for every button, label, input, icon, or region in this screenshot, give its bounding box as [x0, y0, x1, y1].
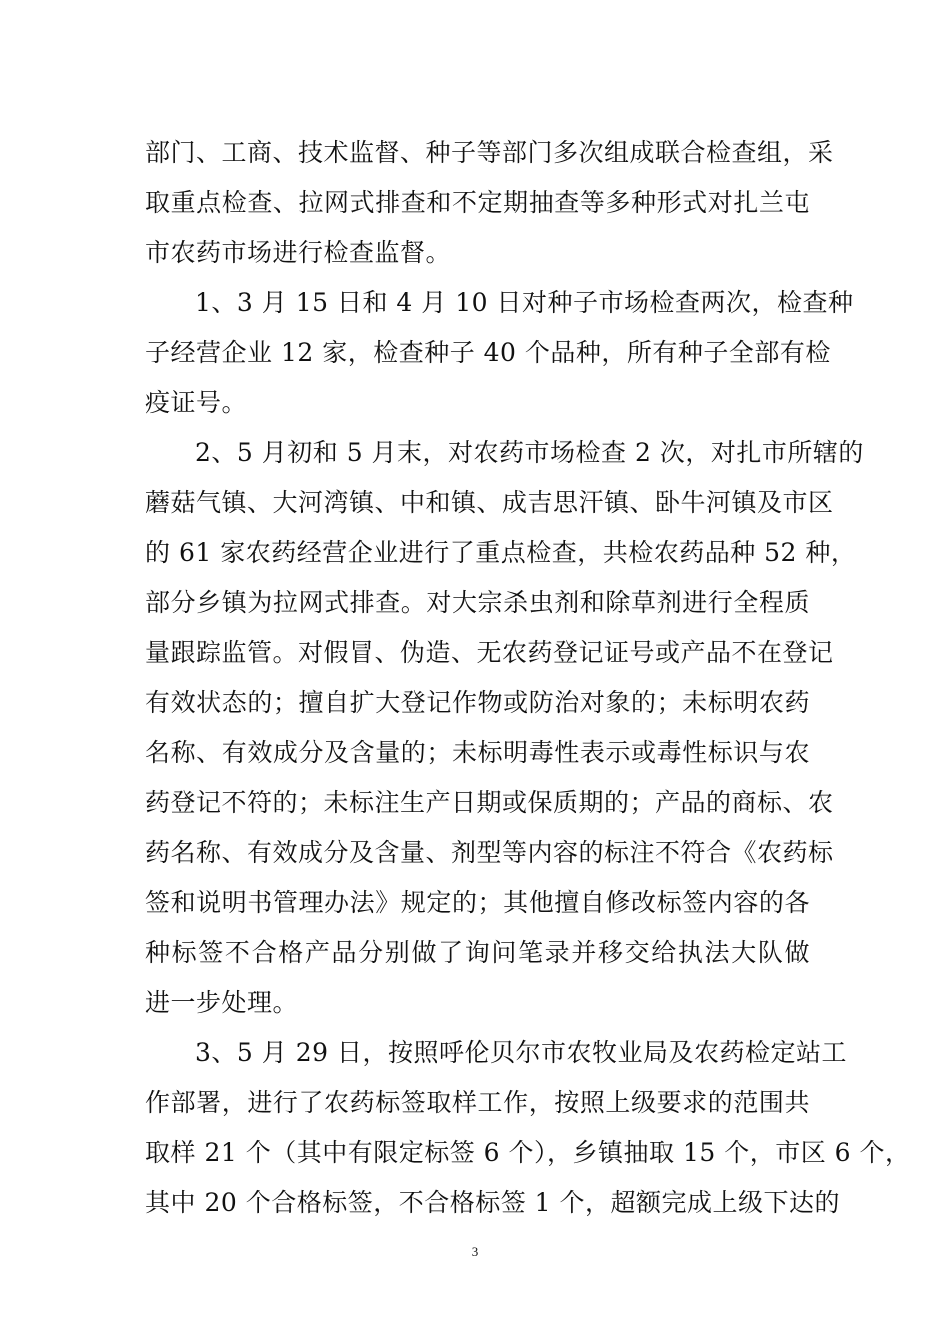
body-text-line: 2、5 月初和 5 月末，对农药市场检查 2 次，对扎市所辖的 [195, 438, 864, 467]
body-text-line: 取样 21 个（其中有限定标签 6 个），乡镇抽取 15 个，市区 6 个， [145, 1138, 911, 1167]
body-text-line: 1、3 月 15 日和 4 月 10 日对种子市场检查两次，检查种 [195, 288, 854, 317]
body-text-line: 3、5 月 29 日，按照呼伦贝尔市农牧业局及农药检定站工 [195, 1038, 847, 1067]
body-text-line: 市农药市场进行检查监督。 [145, 238, 452, 267]
body-text-line: 部门、工商、技术监督、种子等部门多次组成联合检查组，采 [145, 138, 834, 167]
body-text-line: 蘑菇气镇、大河湾镇、中和镇、成吉思汗镇、卧牛河镇及市区 [145, 488, 834, 517]
body-text-line: 其中 20 个合格标签，不合格标签 1 个，超额完成上级下达的 [145, 1188, 841, 1217]
body-text-line: 子经营企业 12 家，检查种子 40 个品种，所有种子全部有检 [145, 338, 831, 367]
body-text-line: 部分乡镇为拉网式排查。对大宗杀虫剂和除草剂进行全程质 [145, 588, 810, 617]
body-text-line: 名称、有效成分及含量的；未标明毒性表示或毒性标识与农 [145, 738, 810, 767]
body-text-line: 药登记不符的；未标注生产日期或保质期的；产品的商标、农 [145, 788, 834, 817]
body-text-line: 种标签不合格产品分别做了询问笔录并移交给执法大队做 [145, 938, 810, 967]
body-text-line: 量跟踪监管。对假冒、伪造、无农药登记证号或产品不在登记 [145, 638, 834, 667]
page-number: 3 [471, 1244, 479, 1259]
body-text-line: 作部署，进行了农药标签取样工作，按照上级要求的范围共 [145, 1088, 810, 1117]
body-text-line: 进一步处理。 [145, 988, 299, 1017]
body-text-line: 疫证号。 [145, 388, 248, 417]
body-text-line: 有效状态的；擅自扩大登记作物或防治对象的；未标明农药 [145, 688, 810, 717]
body-text-line: 的 61 家农药经营企业进行了重点检查，共检农药品种 52 种， [145, 538, 857, 567]
body-text-line: 取重点检查、拉网式排查和不定期抽查等多种形式对扎兰屯 [145, 188, 810, 217]
body-text-line: 药名称、有效成分及含量、剂型等内容的标注不符合《农药标 [145, 838, 834, 867]
body-text-line: 签和说明书管理办法》规定的；其他擅自修改标签内容的各 [145, 888, 810, 917]
